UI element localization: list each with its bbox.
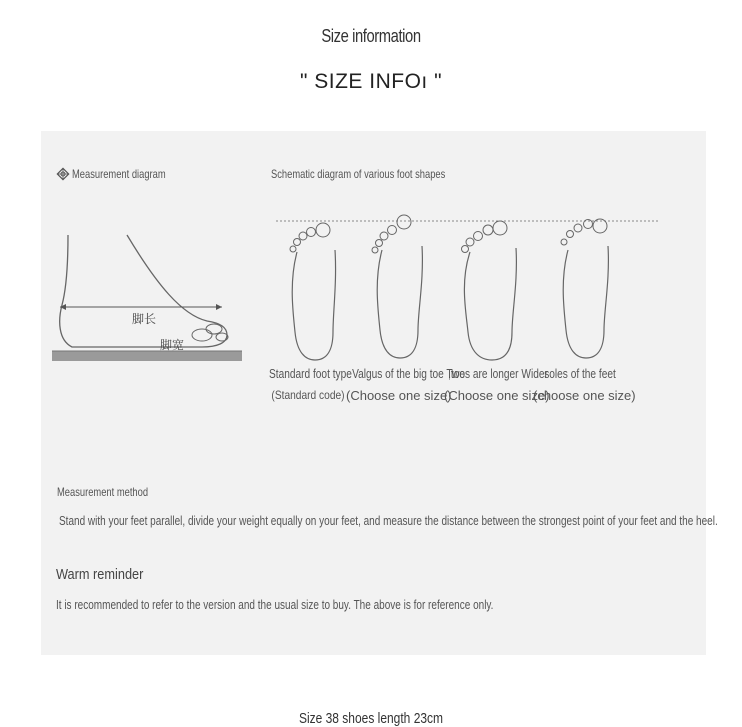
warm-reminder-text: It is recommended to refer to the version and the usual size to buy. The above is for reference only. (56, 598, 494, 612)
measurement-diagram-heading: Measurement diagram (72, 167, 166, 181)
foot-shape-sub: (Standard code) (271, 388, 345, 402)
foot-width-label: 脚宽 (160, 338, 185, 352)
foot-shape-sub: (Choose one size) (346, 388, 452, 403)
foot-shape-sub: (choose one size) (533, 388, 636, 403)
foot-length-label: 脚长 (132, 312, 157, 326)
size-info-heading: " SIZE INFOı " (299, 70, 443, 93)
measurement-method-text: Stand with your feet parallel, divide your weight equally on your feet, and measure the distance between the strongest point of your feet and the heel. (59, 514, 718, 528)
foot-shape-sub: (Choose one size) (444, 388, 550, 403)
foot-shape-caption: Valgus of the big toe Two (352, 366, 466, 381)
crosshair-icon (56, 167, 70, 181)
page-title: Size information (321, 26, 421, 46)
warm-reminder-heading: Warm reminder (56, 566, 144, 583)
foot-side-view-illustration (52, 235, 252, 370)
foot-shape-caption: Standard foot type (269, 366, 352, 381)
foot-shape-caption: soles of the feet (544, 366, 616, 381)
wide-foot-outline (460, 218, 524, 360)
measurement-method-heading: Measurement method (57, 485, 149, 499)
foot-shapes-heading: Schematic diagram of various foot shapes (271, 167, 446, 181)
size-length-note: Size 38 shoes length 23cm (298, 710, 444, 727)
valgus-foot-outline (370, 214, 432, 360)
foot-shape-caption: ,toes are longer Wider (448, 366, 548, 381)
sole-foot-outline (556, 216, 618, 360)
standard-foot-outline (285, 222, 345, 362)
